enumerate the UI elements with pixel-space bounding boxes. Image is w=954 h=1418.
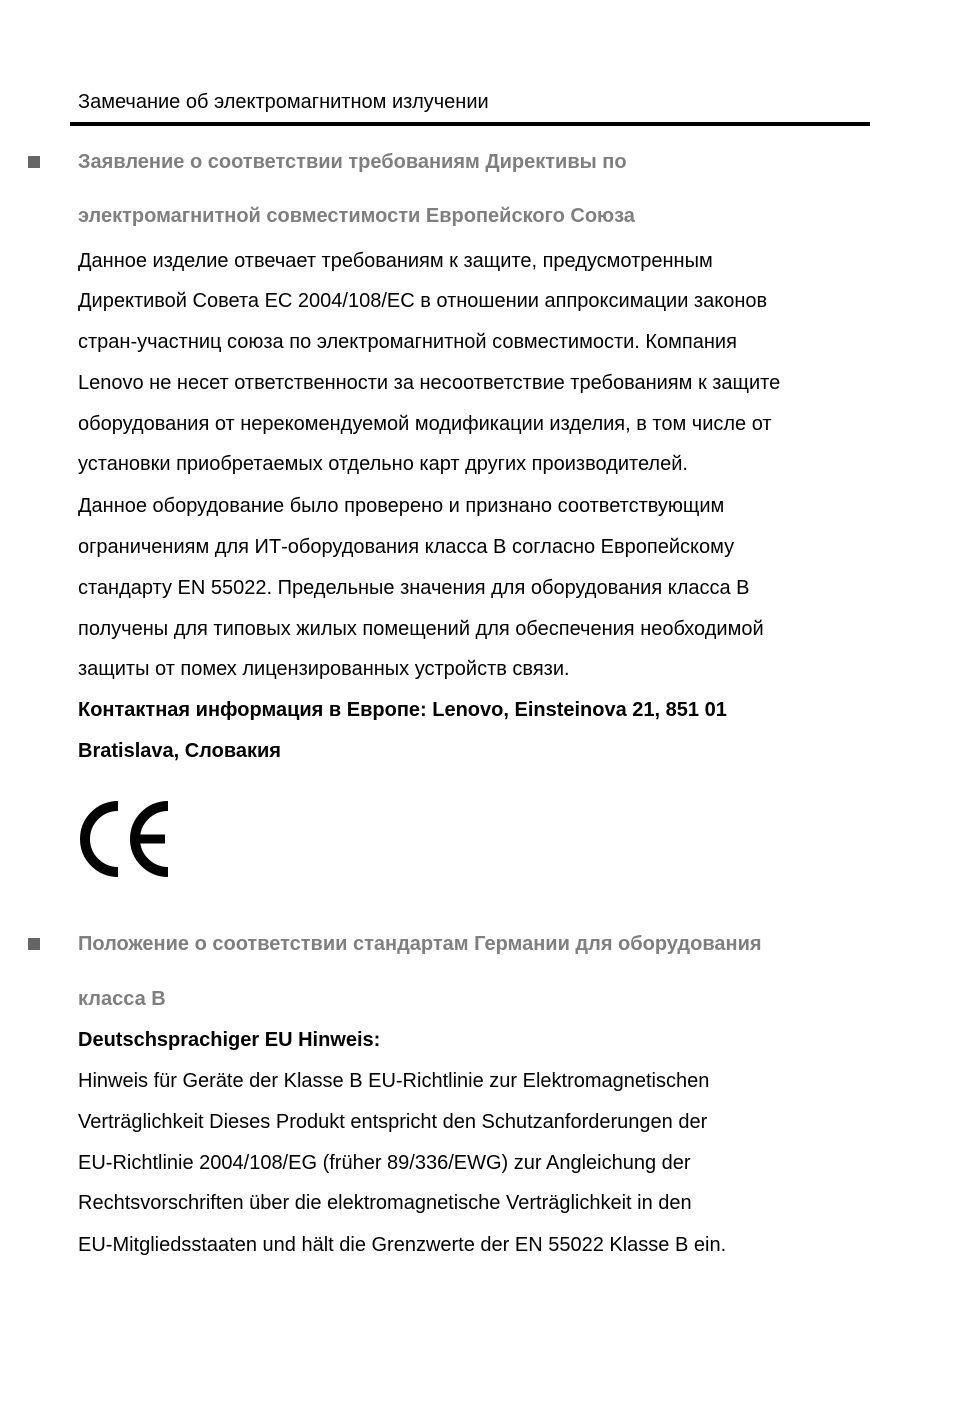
paragraph-line: Lenovo не несет ответственности за несоответствие требованиям к защите	[78, 372, 781, 394]
section-bullet-icon	[28, 938, 40, 950]
paragraph-line: Данное оборудование было проверено и признано соответствующим	[78, 495, 725, 517]
paragraph-line: ограничениям для ИТ-оборудования класса В согласно Европейскому	[78, 536, 735, 558]
header-divider	[70, 122, 870, 126]
section-heading: класса В	[78, 988, 166, 1010]
paragraph-line: стандарту EN 55022. Предельные значения для оборудования класса В	[78, 577, 750, 599]
paragraph-line: оборудования от нерекомендуемой модификации изделия, в том числе от	[78, 413, 772, 435]
contact-info-line: Bratislava, Словакия	[78, 740, 281, 762]
paragraph-line: установки приобретаемых отдельно карт других производителей.	[78, 453, 688, 475]
paragraph-line: Rechtsvorschriften über die elektromagnetische Verträglichkeit in den	[78, 1192, 692, 1214]
paragraph-line: стран-участниц союза по электромагнитной совместимости. Компания	[78, 331, 737, 353]
paragraph-line: Verträglichkeit Dieses Produkt entspricht den Schutzanforderungen der	[78, 1111, 708, 1133]
section-bullet-icon	[28, 156, 40, 168]
section-heading: электромагнитной совместимости Европейского Союза	[78, 205, 635, 227]
paragraph-line: EU-Richtlinie 2004/108/EG (früher 89/336/EWG) zur Angleichung der	[78, 1152, 691, 1174]
subheading: Deutschsprachiger EU Hinweis:	[78, 1029, 381, 1051]
paragraph-line: Данное изделие отвечает требованиям к защите, предусмотренным	[78, 250, 713, 272]
paragraph-line: получены для типовых жилых помещений для обеспечения необходимой	[78, 618, 764, 640]
paragraph-line: Директивой Совета ЕС 2004/108/ЕС в отношении аппроксимации законов	[78, 290, 768, 312]
paragraph-line: Hinweis für Geräte der Klasse B EU-Richtlinie zur Elektromagnetischen	[78, 1070, 710, 1092]
paragraph-line: EU-Mitgliedsstaaten und hält die Grenzwerte der EN 55022 Klasse B ein.	[78, 1234, 727, 1256]
section-heading: Положение о соответствии стандартам Германии для оборудования	[78, 933, 762, 955]
paragraph-line: защиты от помех лицензированных устройств связи.	[78, 658, 570, 680]
section-heading: Заявление о соответствии требованиям Директивы по	[78, 151, 627, 173]
contact-info-line: Контактная информация в Европе: Lenovo, Einsteinova 21, 851 01	[78, 699, 727, 721]
page-header-title: Замечание об электромагнитном излучении	[78, 91, 489, 113]
ce-mark-logo	[76, 800, 172, 878]
